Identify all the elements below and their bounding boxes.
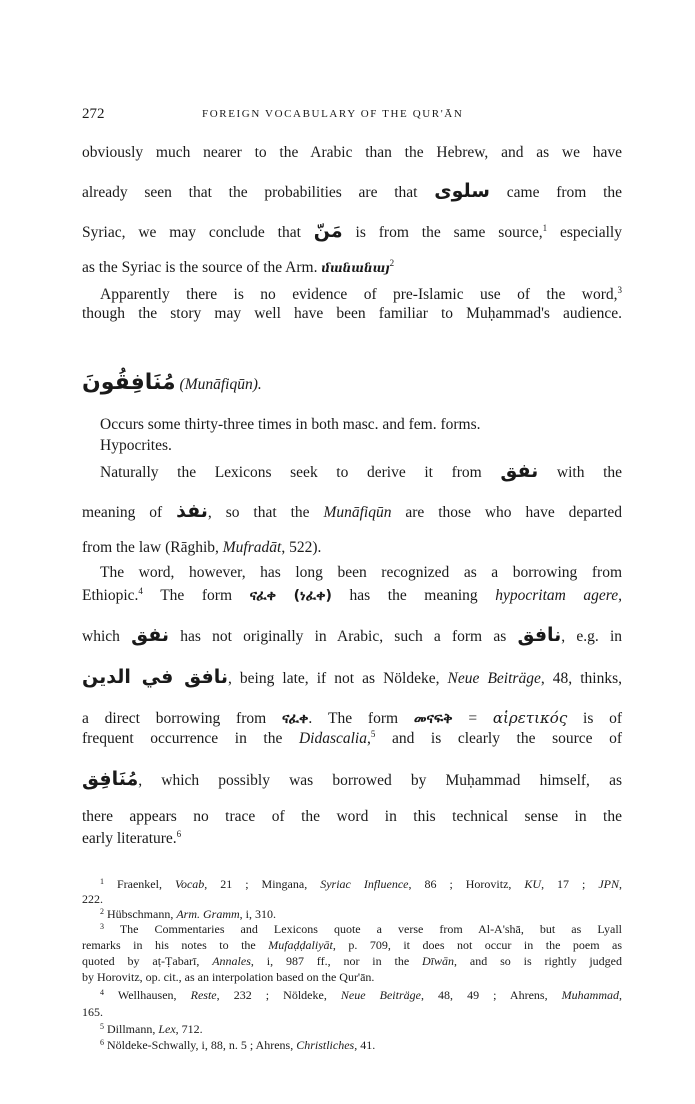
- text-line: [82, 303, 622, 325]
- text: from the law (Rāghib,: [82, 539, 219, 556]
- text: came from the: [506, 184, 623, 201]
- text-italic: Syriac Influence: [320, 877, 409, 891]
- ethiopic-word: (ነፈቀ): [293, 588, 332, 604]
- footnote-3: [82, 922, 622, 937]
- text-line: [82, 180, 622, 202]
- footnote-2: [82, 907, 622, 922]
- text-line: [82, 828, 622, 850]
- ethiopic-word: መናፍቅ: [413, 711, 453, 727]
- text: with the: [556, 464, 623, 481]
- text: Fraenkel,: [116, 877, 162, 891]
- text: has not originally in Arabic, such a form as: [180, 628, 507, 645]
- text-line: [82, 500, 622, 522]
- arabic-word-nafadha: نفذ: [176, 500, 208, 522]
- text: , 86 ; Horovitz,: [408, 877, 512, 891]
- greek-word: αἱρετικός: [492, 709, 568, 727]
- text-italic: Neue Beiträge: [340, 988, 421, 1002]
- text: , p. 709, it does not occur in the poem as: [332, 938, 623, 952]
- text: especially: [560, 224, 622, 241]
- footnote-4: [82, 988, 622, 1003]
- ethiopic-word: ናፈቀ: [281, 711, 309, 727]
- text-line: [82, 666, 622, 688]
- footnote-1-continuation: [82, 892, 622, 907]
- footnote-4-continuation: [82, 1005, 622, 1020]
- footnote-ref-5[interactable]: 5: [370, 729, 376, 739]
- text-italic: Reste: [190, 988, 217, 1002]
- footnote-ref-3[interactable]: 3: [617, 285, 622, 295]
- text-italic: Mufradāt: [222, 539, 282, 556]
- text: Wellhausen,: [117, 988, 177, 1002]
- text: , 522).: [281, 539, 322, 556]
- text: is of: [583, 710, 623, 727]
- text: ,: [619, 877, 623, 891]
- text: , and so is rightly judged: [454, 954, 622, 968]
- text: , 48, 49 ; Ahrens,: [420, 988, 548, 1002]
- text: a direct borrowing from: [82, 710, 267, 727]
- footnote-number: 1: [100, 877, 104, 886]
- meaning: Hypocrites.: [100, 437, 172, 454]
- arabic-word-munafiq: مُنَافِق: [82, 768, 139, 790]
- text: early literature.: [82, 830, 177, 847]
- text: ,: [619, 988, 622, 1002]
- footnote-ref-1[interactable]: 1: [542, 223, 548, 233]
- footnote-3-line: [82, 954, 622, 969]
- text: 165.: [82, 1005, 103, 1019]
- footnote-number: 3: [100, 922, 104, 931]
- text: Naturally the Lexicons seek to derive it from: [100, 464, 482, 481]
- text: , e.g. in: [561, 628, 623, 645]
- text: Ethiopic.: [82, 587, 139, 604]
- text-line: [82, 728, 622, 750]
- text: , which possibly was borrowed by Muḥammad himself, as: [138, 772, 622, 789]
- text: has the meaning: [349, 587, 478, 604]
- text: , being late, if not as Nöldeke,: [227, 670, 440, 687]
- text-line: [82, 707, 622, 729]
- text-line: [82, 624, 622, 646]
- text: Dillmann,: [107, 1022, 156, 1036]
- text: , 21 ; Mingana,: [204, 877, 308, 891]
- text: , i, 987 ff., nor in the: [250, 954, 410, 968]
- occurrences-note: Occurs some thirty-three times in both masc. and fem. forms.: [100, 416, 481, 433]
- text-italic: Arm. Gramm: [176, 907, 240, 921]
- footnote-ref-4[interactable]: 4: [138, 586, 143, 596]
- text-line: [82, 562, 622, 584]
- page-header: [82, 104, 622, 124]
- footnote-ref-6[interactable]: 6: [176, 829, 182, 839]
- text: Apparently there is no evidence of pre-Islamic use of the word,: [100, 286, 618, 303]
- footnote-ref-2[interactable]: 2: [389, 258, 395, 268]
- armenian-word: մանանայ: [321, 261, 390, 275]
- headword-arabic: مُنَافِقُونَ: [82, 370, 176, 395]
- text-line: [82, 537, 622, 559]
- text: though the story may well have been familiar to Muḥammad's audience.: [82, 305, 622, 322]
- footnote-3-line: [82, 970, 622, 985]
- text: , 712.: [175, 1022, 203, 1036]
- text: by Horovitz, op. cit., as an interpolation based on the Qur'ān.: [82, 970, 375, 984]
- entry-heading: [82, 372, 622, 402]
- text: obviously much nearer to the Arabic than the Hebrew, and as we have: [82, 144, 622, 161]
- text-italic: Annales: [212, 954, 251, 968]
- text: which: [82, 628, 120, 645]
- text-italic: Muhammad: [561, 988, 619, 1002]
- text: quoted by aṭ-Ṭabarī,: [82, 954, 200, 968]
- text: Syriac, we may conclude that: [82, 224, 301, 241]
- text: Nöldeke-Schwally, i, 88, n. 5 ; Ahrens,: [107, 1038, 294, 1052]
- text-italic: JPN: [598, 877, 620, 891]
- arabic-word-salwa: سلوى: [434, 180, 490, 202]
- footnote-number: 4: [100, 988, 104, 997]
- text: there appears no trace of the word in this technical sense in the: [82, 808, 622, 825]
- text-italic: Didascalia: [298, 730, 367, 747]
- text-italic: Lex: [158, 1022, 176, 1036]
- arabic-word-nafaqa: نفق: [500, 460, 539, 482]
- footnote-6: [82, 1038, 622, 1053]
- text-italic: hypocritam agere,: [495, 587, 623, 604]
- text-italic: Mufaḍḍaliyāt: [268, 938, 333, 952]
- footnote-5: [82, 1022, 622, 1037]
- text-line: [82, 806, 622, 828]
- text: meaning of: [82, 504, 163, 521]
- footnote-number: 6: [100, 1038, 104, 1047]
- text-italic: Dīwān: [422, 954, 455, 968]
- text: Hübschmann,: [107, 907, 174, 921]
- arabic-word-nafaqa-form3: نافق: [517, 624, 562, 646]
- arabic-phrase: نافق في الدين: [82, 666, 228, 688]
- comma: ,: [366, 730, 371, 747]
- text-line: [82, 460, 622, 482]
- text: , 232 ; Nöldeke,: [216, 988, 327, 1002]
- text-italic: Christliches: [296, 1038, 355, 1052]
- ethiopic-word: ናፈቀ: [249, 588, 277, 604]
- text: The Commentaries and Lexicons quote a verse from Al-A'shā, but as Lyall: [119, 922, 622, 936]
- text: as the Syriac is the source of the Arm.: [82, 259, 318, 276]
- text-line: [82, 414, 622, 436]
- text-line: [82, 257, 622, 279]
- footnote-1: [82, 877, 622, 892]
- arabic-word-mann: مَنّ: [313, 220, 343, 242]
- text-italic: Munāfiqūn: [323, 504, 392, 521]
- text-italic: KU: [524, 877, 542, 891]
- text-italic: Vocab: [174, 877, 205, 891]
- text-line: [82, 142, 622, 164]
- text: The word, however, has long been recognized as a borrowing from: [100, 564, 622, 581]
- page-number: 272: [82, 106, 105, 122]
- headword-transliteration: (Munāfiqūn).: [179, 376, 262, 393]
- text: The form: [160, 587, 233, 604]
- text: and is clearly the source of: [391, 730, 623, 747]
- text-line: [82, 220, 622, 242]
- text: is from the same source,: [355, 224, 543, 241]
- text: , so that the: [207, 504, 310, 521]
- text: =: [468, 710, 478, 727]
- text: frequent occurrence in the: [82, 730, 283, 747]
- footnote-number: 5: [100, 1022, 104, 1031]
- text: . The form: [308, 710, 399, 727]
- footnote-3-line: [82, 938, 622, 953]
- text: already seen that the probabilities are that: [82, 184, 418, 201]
- text: , 17 ;: [541, 877, 586, 891]
- text-line: [82, 768, 622, 790]
- text: , 41.: [354, 1038, 376, 1052]
- text-italic: Neue Beiträge: [447, 670, 541, 687]
- running-title: FOREIGN VOCABULARY OF THE QUR'ĀN: [202, 108, 464, 120]
- text: , 48, thinks,: [540, 670, 622, 687]
- text: 222.: [82, 892, 103, 906]
- arabic-word-nafaqa: نفق: [131, 624, 170, 646]
- text: , i, 310.: [239, 907, 277, 921]
- text: remarks in his notes to the: [82, 938, 256, 952]
- text-line: [82, 585, 622, 607]
- text: are those who have departed: [405, 504, 623, 521]
- text-line: [82, 435, 622, 457]
- footnote-number: 2: [100, 907, 104, 916]
